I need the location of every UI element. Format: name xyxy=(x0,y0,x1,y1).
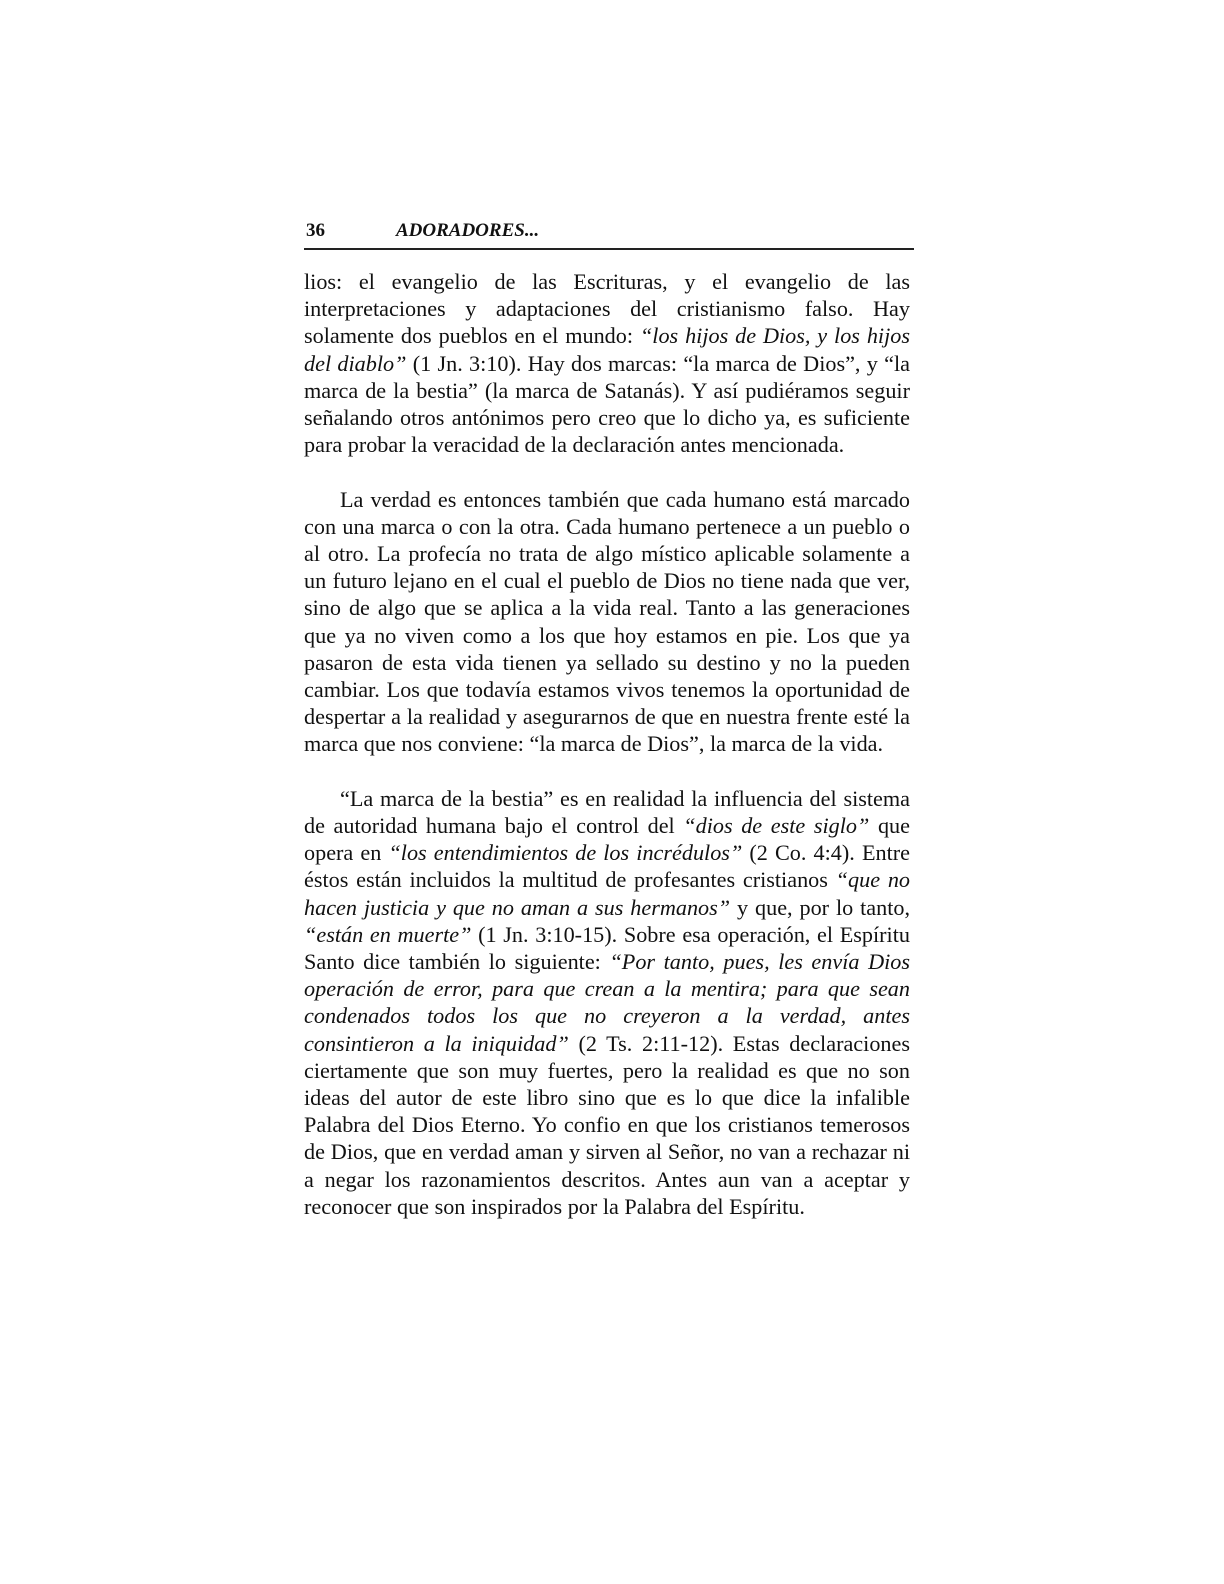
scripture-quote: “que no hacen justicia y que no aman a sus hermanos” xyxy=(304,867,910,920)
paragraph-text: (2 Co. 4:4). Entre éstos están incluidos la multitud de profesantes cristianos xyxy=(304,840,910,893)
scripture-quote: “dios de este siglo” xyxy=(683,813,870,839)
paragraph-text: (2 Ts. 2:11-12). Estas declaraciones ciertamente que son muy fuertes, pero la realidad es que no son ideas del autor de este libro sino que es lo que dice la infalible Palabra del Dios Eterno. Yo confio en que los cristianos temerosos de Dios, que en verdad aman y sirven al Señor, no van a rechazar ni a negar los razonamientos descritos. Antes aun van a aceptar y reconocer que son inspirados por la Palabra del Espíritu. xyxy=(304,1030,910,1219)
paragraph-1 xyxy=(304,268,910,458)
page-body xyxy=(304,268,910,1247)
paragraph-3 xyxy=(304,785,910,1220)
paragraph-text: (1 Jn. 3:10-15). Sobre esa operación, el Espíritu Santo dice también lo siguiente: xyxy=(304,921,910,975)
scripture-quote: “están en muerte” xyxy=(304,921,472,947)
scripture-quote: “los hijos de Dios, y los hijos del diablo” xyxy=(304,323,910,376)
page-header xyxy=(304,220,914,250)
scripture-quote: “Por tanto, pues, les envía Dios operación de error, para que crean a la mentira; para que sean condenados todos los que no creyeron a la verdad, antes consintieron a la iniquidad” xyxy=(304,949,910,1056)
paragraph-text: La verdad es entonces también que cada humano está marcado con una marca o con la otra. Cada humano pertenece a un pueblo o al otro. La profecía no trata de algo místico aplicable solamente a un futuro lejano en el cual el pueblo de Dios no tiene nada que ver, sino de algo que se aplica a la vida real. Tanto a las generaciones que ya no viven como a los que hoy estamos en pie. Los que ya pasaron de esta vida tienen ya sellado su destino y no la pueden cambiar. Los que todavía estamos vivos tenemos la oportunidad de despertar a la realidad y asegurarnos de que en nuestra frente esté la marca que nos conviene: “la marca de Dios”, la marca de la vida. xyxy=(304,486,910,757)
running-title: ADORADORES... xyxy=(396,220,540,241)
paragraph-text: que opera en xyxy=(304,813,910,866)
paragraph-text: “La marca de la bestia” es en realidad la influencia del sistema de autoridad humana bajo el control del xyxy=(304,785,910,839)
paragraph-text: lios: el evangelio de las Escrituras, y el evangelio de las interpretaciones y adaptaciones del cristianismo falso. Hay solamente dos pueblos en el mundo: xyxy=(304,269,910,349)
paragraph-text: y que, por lo tanto, xyxy=(730,894,910,920)
page-number: 36 xyxy=(306,220,325,241)
paragraph-text: (1 Jn. 3:10). Hay dos marcas: “la marca de Dios”, y “la marca de la bestia” (la marca de Satanás). Y así pudiéramos seguir señalando otros antónimos pero creo que lo dicho ya, es suficiente para probar la veracidad de la declaración antes mencionada. xyxy=(304,350,910,458)
scripture-quote: “los entendimientos de los incrédulos” xyxy=(388,840,743,866)
paragraph-2 xyxy=(304,486,910,758)
